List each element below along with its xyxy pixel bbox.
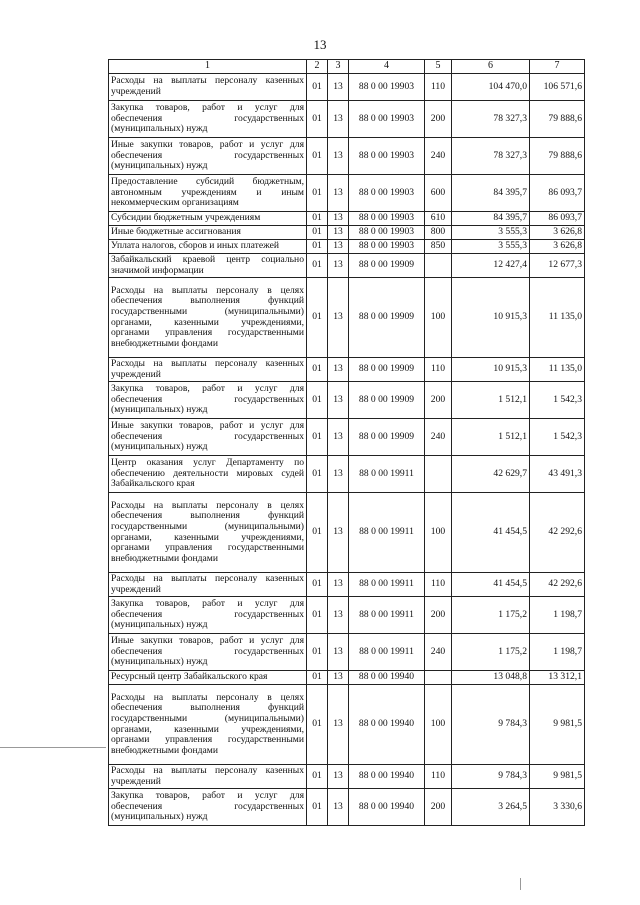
expense-type-cell: 850 — [425, 240, 452, 254]
target-article-cell: 88 0 00 19909 — [349, 419, 425, 456]
column-header: 5 — [425, 60, 452, 74]
amount-year1-cell: 9 784,3 — [452, 685, 530, 765]
expense-name-cell: Субсидии бюджетным учреждениям — [109, 212, 307, 226]
amount-year2-cell: 1 198,7 — [530, 597, 585, 634]
table-row — [109, 382, 585, 419]
amount-year1-cell: 78 327,3 — [452, 138, 530, 175]
amount-year1-cell: 1 175,2 — [452, 634, 530, 671]
amount-year2-cell: 1 542,3 — [530, 419, 585, 456]
table-row — [109, 278, 585, 358]
expense-type-cell: 100 — [425, 493, 452, 573]
table-row — [109, 254, 585, 278]
subsection-cell: 13 — [328, 212, 349, 226]
expense-type-cell — [425, 671, 452, 685]
subsection-cell: 13 — [328, 382, 349, 419]
expense-type-cell: 110 — [425, 358, 452, 382]
scan-artifact — [520, 878, 521, 890]
amount-year2-cell: 106 571,6 — [530, 74, 585, 101]
expense-name-cell: Расходы на выплаты персоналу казенных учреждений — [109, 573, 307, 597]
amount-year2-cell: 3 626,8 — [530, 226, 585, 240]
subsection-cell: 13 — [328, 358, 349, 382]
target-article-cell: 88 0 00 19911 — [349, 634, 425, 671]
target-article-cell: 88 0 00 19903 — [349, 138, 425, 175]
table-row — [109, 671, 585, 685]
target-article-cell: 88 0 00 19911 — [349, 573, 425, 597]
subsection-cell: 13 — [328, 493, 349, 573]
expense-name-cell: Расходы на выплаты персоналу казенных учреждений — [109, 765, 307, 789]
target-article-cell: 88 0 00 19903 — [349, 212, 425, 226]
expense-name-cell: Закупка товаров, работ и услуг для обеспечения государственных (муниципальных) нужд — [109, 101, 307, 138]
amount-year2-cell: 13 312,1 — [530, 671, 585, 685]
subsection-cell: 13 — [328, 597, 349, 634]
column-header: 1 — [109, 60, 307, 74]
page-number: 13 — [313, 37, 327, 52]
expense-name-cell: Расходы на выплаты персоналу в целях обеспечения выполнения функций государственными (муниципальными) органами, казенными учреждениями, органами управления государственными внебюджетными фондами — [109, 278, 307, 358]
amount-year1-cell: 3 555,3 — [452, 226, 530, 240]
amount-year1-cell: 3 555,3 — [452, 240, 530, 254]
amount-year2-cell: 79 888,6 — [530, 138, 585, 175]
amount-year1-cell: 104 470,0 — [452, 74, 530, 101]
target-article-cell: 88 0 00 19909 — [349, 254, 425, 278]
amount-year2-cell: 1 198,7 — [530, 634, 585, 671]
table-row — [109, 419, 585, 456]
target-article-cell: 88 0 00 19903 — [349, 74, 425, 101]
expense-name-cell: Расходы на выплаты персоналу в целях обеспечения выполнения функций государственными (муниципальными) органами, казенными учреждениями, органами управления государственными внебюджетными фондами — [109, 493, 307, 573]
target-article-cell: 88 0 00 19903 — [349, 240, 425, 254]
expense-type-cell: 110 — [425, 765, 452, 789]
target-article-cell: 88 0 00 19911 — [349, 597, 425, 634]
amount-year2-cell: 11 135,0 — [530, 278, 585, 358]
amount-year2-cell: 79 888,6 — [530, 101, 585, 138]
amount-year1-cell: 1 175,2 — [452, 597, 530, 634]
section-cell: 01 — [307, 789, 328, 826]
column-header: 6 — [452, 60, 530, 74]
section-cell: 01 — [307, 493, 328, 573]
expense-type-cell: 200 — [425, 101, 452, 138]
table-row — [109, 240, 585, 254]
section-cell: 01 — [307, 278, 328, 358]
section-cell: 01 — [307, 456, 328, 493]
target-article-cell: 88 0 00 19903 — [349, 226, 425, 240]
subsection-cell: 13 — [328, 634, 349, 671]
amount-year2-cell: 43 491,3 — [530, 456, 585, 493]
expense-name-cell: Расходы на выплаты персоналу казенных учреждений — [109, 74, 307, 101]
expense-type-cell: 110 — [425, 74, 452, 101]
expense-name-cell: Предоставление субсидий бюджетным, автономным учреждениям и иным некоммерческим организациям — [109, 175, 307, 212]
table-row — [109, 138, 585, 175]
table-row — [109, 597, 585, 634]
amount-year2-cell: 3 626,8 — [530, 240, 585, 254]
expense-type-cell: 110 — [425, 573, 452, 597]
section-cell: 01 — [307, 212, 328, 226]
expense-name-cell: Иные бюджетные ассигнования — [109, 226, 307, 240]
table-row — [109, 101, 585, 138]
section-cell: 01 — [307, 226, 328, 240]
table-row — [109, 634, 585, 671]
table-row — [109, 74, 585, 101]
table-row — [109, 493, 585, 573]
target-article-cell: 88 0 00 19903 — [349, 175, 425, 212]
amount-year2-cell: 42 292,6 — [530, 573, 585, 597]
amount-year1-cell: 3 264,5 — [452, 789, 530, 826]
section-cell: 01 — [307, 101, 328, 138]
table-row — [109, 789, 585, 826]
table-row — [109, 765, 585, 789]
target-article-cell: 88 0 00 19909 — [349, 382, 425, 419]
subsection-cell: 13 — [328, 101, 349, 138]
table-row — [109, 685, 585, 765]
column-header: 2 — [307, 60, 328, 74]
expense-name-cell: Закупка товаров, работ и услуг для обеспечения государственных (муниципальных) нужд — [109, 382, 307, 419]
table-row — [109, 358, 585, 382]
section-cell: 01 — [307, 358, 328, 382]
amount-year1-cell: 84 395,7 — [452, 212, 530, 226]
section-cell: 01 — [307, 634, 328, 671]
expense-name-cell: Расходы на выплаты персоналу казенных учреждений — [109, 358, 307, 382]
amount-year1-cell: 10 915,3 — [452, 278, 530, 358]
expense-name-cell: Закупка товаров, работ и услуг для обеспечения государственных (муниципальных) нужд — [109, 789, 307, 826]
amount-year1-cell: 10 915,3 — [452, 358, 530, 382]
expense-name-cell: Расходы на выплаты персоналу в целях обеспечения выполнения функций государственными (муниципальными) органами, казенными учреждениями, органами управления государственными внебюджетными фондами — [109, 685, 307, 765]
expense-type-cell: 100 — [425, 685, 452, 765]
amount-year1-cell: 41 454,5 — [452, 573, 530, 597]
section-cell: 01 — [307, 765, 328, 789]
expense-type-cell — [425, 254, 452, 278]
subsection-cell: 13 — [328, 789, 349, 826]
expense-name-cell: Уплата налогов, сборов и иных платежей — [109, 240, 307, 254]
target-article-cell: 88 0 00 19940 — [349, 765, 425, 789]
column-header: 4 — [349, 60, 425, 74]
amount-year2-cell: 86 093,7 — [530, 175, 585, 212]
column-header: 7 — [530, 60, 585, 74]
subsection-cell: 13 — [328, 671, 349, 685]
expense-type-cell: 200 — [425, 597, 452, 634]
target-article-cell: 88 0 00 19940 — [349, 789, 425, 826]
subsection-cell: 13 — [328, 240, 349, 254]
subsection-cell: 13 — [328, 138, 349, 175]
amount-year2-cell: 9 981,5 — [530, 765, 585, 789]
expense-name-cell: Иные закупки товаров, работ и услуг для обеспечения государственных (муниципальных) нужд — [109, 634, 307, 671]
table-row — [109, 573, 585, 597]
section-cell: 01 — [307, 419, 328, 456]
table-row — [109, 212, 585, 226]
section-cell: 01 — [307, 175, 328, 212]
table-row — [109, 226, 585, 240]
target-article-cell: 88 0 00 19909 — [349, 358, 425, 382]
target-article-cell: 88 0 00 19940 — [349, 671, 425, 685]
expense-type-cell — [425, 456, 452, 493]
target-article-cell: 88 0 00 19903 — [349, 101, 425, 138]
expense-type-cell: 240 — [425, 634, 452, 671]
expense-name-cell: Закупка товаров, работ и услуг для обеспечения государственных (муниципальных) нужд — [109, 597, 307, 634]
scan-artifact — [0, 747, 106, 748]
section-cell: 01 — [307, 254, 328, 278]
amount-year1-cell: 41 454,5 — [452, 493, 530, 573]
section-cell: 01 — [307, 138, 328, 175]
subsection-cell: 13 — [328, 74, 349, 101]
amount-year1-cell: 9 784,3 — [452, 765, 530, 789]
subsection-cell: 13 — [328, 254, 349, 278]
target-article-cell: 88 0 00 19911 — [349, 456, 425, 493]
subsection-cell: 13 — [328, 685, 349, 765]
expense-type-cell: 600 — [425, 175, 452, 212]
section-cell: 01 — [307, 671, 328, 685]
subsection-cell: 13 — [328, 765, 349, 789]
expense-name-cell: Иные закупки товаров, работ и услуг для обеспечения государственных (муниципальных) нужд — [109, 138, 307, 175]
table-header-row — [109, 60, 585, 74]
amount-year1-cell: 78 327,3 — [452, 101, 530, 138]
section-cell: 01 — [307, 685, 328, 765]
expense-name-cell: Иные закупки товаров, работ и услуг для обеспечения государственных (муниципальных) нужд — [109, 419, 307, 456]
section-cell: 01 — [307, 74, 328, 101]
amount-year1-cell: 12 427,4 — [452, 254, 530, 278]
budget-table — [108, 59, 585, 826]
expense-type-cell: 610 — [425, 212, 452, 226]
table-row — [109, 456, 585, 493]
section-cell: 01 — [307, 240, 328, 254]
amount-year1-cell: 1 512,1 — [452, 382, 530, 419]
target-article-cell: 88 0 00 19909 — [349, 278, 425, 358]
expense-type-cell: 800 — [425, 226, 452, 240]
expense-type-cell: 200 — [425, 789, 452, 826]
expense-name-cell: Центр оказания услуг Департаменту по обеспечению деятельности мировых судей Забайкальского края — [109, 456, 307, 493]
expense-name-cell: Ресурсный центр Забайкальского края — [109, 671, 307, 685]
amount-year2-cell: 1 542,3 — [530, 382, 585, 419]
amount-year1-cell: 84 395,7 — [452, 175, 530, 212]
amount-year2-cell: 12 677,3 — [530, 254, 585, 278]
amount-year2-cell: 42 292,6 — [530, 493, 585, 573]
amount-year2-cell: 9 981,5 — [530, 685, 585, 765]
amount-year1-cell: 42 629,7 — [452, 456, 530, 493]
amount-year2-cell: 86 093,7 — [530, 212, 585, 226]
amount-year2-cell: 3 330,6 — [530, 789, 585, 826]
amount-year1-cell: 1 512,1 — [452, 419, 530, 456]
section-cell: 01 — [307, 382, 328, 419]
subsection-cell: 13 — [328, 573, 349, 597]
expense-name-cell: Забайкальский краевой центр социально значимой информации — [109, 254, 307, 278]
table-row — [109, 175, 585, 212]
target-article-cell: 88 0 00 19911 — [349, 493, 425, 573]
section-cell: 01 — [307, 597, 328, 634]
expense-type-cell: 240 — [425, 138, 452, 175]
expense-type-cell: 200 — [425, 382, 452, 419]
subsection-cell: 13 — [328, 419, 349, 456]
expense-type-cell: 240 — [425, 419, 452, 456]
section-cell: 01 — [307, 573, 328, 597]
amount-year1-cell: 13 048,8 — [452, 671, 530, 685]
amount-year2-cell: 11 135,0 — [530, 358, 585, 382]
subsection-cell: 13 — [328, 175, 349, 212]
subsection-cell: 13 — [328, 456, 349, 493]
column-header: 3 — [328, 60, 349, 74]
subsection-cell: 13 — [328, 278, 349, 358]
subsection-cell: 13 — [328, 226, 349, 240]
expense-type-cell: 100 — [425, 278, 452, 358]
target-article-cell: 88 0 00 19940 — [349, 685, 425, 765]
